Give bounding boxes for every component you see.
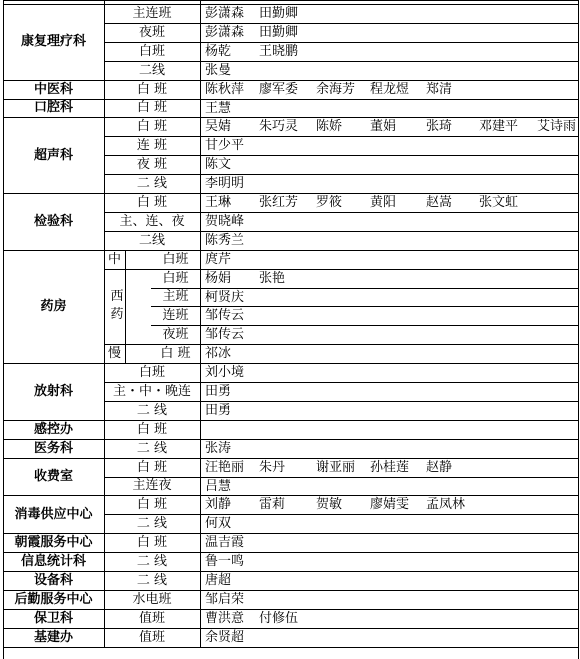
- staff-name: 田勇: [205, 402, 232, 418]
- department-name: 感控办: [33, 421, 73, 437]
- staff-cell: [200, 136, 578, 155]
- department-name: 康复理疗科: [20, 34, 86, 50]
- department-name: 信息统计科: [20, 554, 86, 570]
- staff-name: 程龙煜: [370, 81, 410, 97]
- department-name: 保卫科: [33, 610, 73, 626]
- pharmacy-subgroup-label: 西药: [110, 289, 124, 323]
- staff-name: 邹传云: [205, 327, 245, 343]
- staff-name: 王晓鹏: [259, 43, 299, 59]
- grid-horizontal-line: [3, 0, 578, 1]
- department-name: 医务科: [33, 440, 73, 456]
- grid-vertical-line: [104, 0, 105, 647]
- staff-name: 廖婧雯: [370, 497, 410, 513]
- staff-cell: [200, 325, 578, 344]
- staff-cell: [200, 590, 578, 609]
- shift-cell: 白 班: [136, 100, 168, 116]
- shift-cell: 二 线: [136, 176, 168, 192]
- staff-name: 张涛: [205, 440, 232, 456]
- shift-cell: 白班: [162, 270, 189, 286]
- staff-cell: [200, 61, 578, 80]
- grid-horizontal-line: [151, 325, 578, 326]
- grid-horizontal-line: [104, 155, 578, 156]
- staff-cell: [200, 344, 578, 363]
- staff-cell: [200, 250, 578, 269]
- staff-name: 罗筱: [316, 195, 343, 210]
- staff-name: 张文虹: [479, 195, 519, 210]
- staff-cell: [200, 269, 578, 288]
- shift-cell: 二线: [138, 62, 165, 78]
- shift-cell: 白 班: [136, 459, 168, 475]
- shift-cell: 二线: [138, 232, 165, 248]
- department-name: 检验科: [33, 213, 73, 229]
- staff-name: 何双: [205, 516, 232, 532]
- staff-name: 余海芳: [316, 81, 356, 97]
- staff-cell: [200, 155, 578, 174]
- grid-horizontal-line: [3, 609, 578, 610]
- staff-name: 张红芳: [259, 195, 299, 210]
- staff-cell: [200, 514, 578, 533]
- shift-cell: 白 班: [136, 535, 168, 551]
- staff-cell: [200, 458, 578, 477]
- grid-horizontal-line: [3, 420, 578, 421]
- staff-name: 柯贤庆: [205, 289, 245, 305]
- grid-horizontal-line: [3, 647, 578, 648]
- staff-name: 吕慧: [205, 478, 232, 494]
- staff-cell: [200, 212, 578, 231]
- staff-cell: [200, 23, 578, 42]
- staff-name: 王慧: [205, 100, 232, 116]
- shift-cell: 值班: [138, 610, 165, 626]
- staff-name: 刘静: [205, 497, 232, 513]
- grid-horizontal-line: [3, 250, 578, 251]
- staff-name: 孙桂莲: [370, 459, 410, 475]
- staff-name: 田勤卿: [259, 24, 299, 40]
- staff-name: 陈秋萍: [205, 81, 245, 97]
- grid-horizontal-line: [3, 439, 578, 440]
- staff-name: 付修伍: [259, 610, 299, 626]
- grid-horizontal-line: [3, 495, 578, 496]
- staff-cell: [200, 288, 578, 307]
- staff-cell: [200, 99, 578, 118]
- grid-horizontal-line: [104, 212, 578, 213]
- staff-name: 甘少平: [205, 138, 245, 154]
- staff-name: 张琦: [426, 119, 453, 135]
- staff-cell: [200, 439, 578, 458]
- staff-name: 赵静: [426, 459, 453, 475]
- pharmacy-subgroup-label: 中: [107, 251, 121, 267]
- shift-cell: 主连夜: [132, 478, 172, 494]
- staff-name: 唐超: [205, 573, 232, 588]
- staff-name: 杨娟: [205, 270, 232, 286]
- staff-name: 贺敏: [316, 497, 343, 513]
- grid-horizontal-line: [104, 174, 578, 175]
- staff-name: 王琳: [205, 195, 232, 210]
- grid-horizontal-line: [3, 193, 578, 194]
- shift-cell: 白 班: [136, 497, 168, 513]
- grid-horizontal-line: [104, 514, 578, 515]
- staff-cell: [200, 306, 578, 325]
- staff-name: 温吉霞: [205, 535, 245, 551]
- grid-horizontal-line: [3, 458, 578, 459]
- grid-horizontal-line: [104, 344, 578, 345]
- staff-cell: [200, 420, 578, 439]
- shift-cell: 白班: [138, 43, 165, 59]
- department-name: 超声科: [33, 147, 73, 163]
- pharmacy-subgroup-label: 慢: [107, 346, 121, 362]
- staff-cell: [200, 382, 578, 401]
- staff-cell: [200, 42, 578, 61]
- grid-horizontal-line: [3, 590, 578, 591]
- shift-cell: 主、连、夜: [119, 213, 185, 229]
- grid-vertical-line: [125, 250, 126, 363]
- staff-name: 谢亚丽: [316, 459, 356, 475]
- grid-horizontal-line: [3, 552, 578, 553]
- staff-name: 陈文: [205, 157, 232, 173]
- staff-cell: [200, 609, 578, 628]
- staff-cell: [200, 363, 578, 382]
- staff-name: 邹启荣: [205, 591, 245, 607]
- grid-horizontal-line: [104, 23, 578, 24]
- staff-name: 鲁一鸣: [205, 554, 245, 570]
- shift-cell: 值班: [138, 629, 165, 645]
- staff-cell: [200, 401, 578, 420]
- department-name: 药房: [40, 298, 67, 314]
- shift-cell: 夜班: [162, 327, 189, 343]
- grid-horizontal-line: [3, 571, 578, 572]
- shift-cell: 白 班: [136, 194, 168, 210]
- grid-vertical-line: [200, 0, 201, 647]
- staff-name: 田勇: [205, 384, 232, 399]
- staff-name: 郑清: [426, 81, 453, 97]
- department-name: 收费室: [33, 468, 73, 484]
- shift-cell: 白 班: [136, 119, 168, 135]
- staff-cell: [200, 552, 578, 571]
- grid-horizontal-line: [104, 382, 578, 383]
- grid-horizontal-line: [3, 99, 578, 100]
- grid-horizontal-line: [104, 42, 578, 43]
- grid-horizontal-line: [3, 363, 578, 364]
- staff-name: 彭潇森: [205, 24, 245, 40]
- grid-horizontal-line: [3, 80, 578, 81]
- staff-name: 黄阳: [370, 195, 397, 210]
- grid-horizontal-line: [104, 231, 578, 232]
- staff-name: 朱丹: [259, 459, 286, 475]
- staff-name: 张艳: [259, 270, 286, 286]
- staff-name: 杨乾: [205, 43, 232, 59]
- staff-name: 廖军委: [259, 81, 299, 97]
- shift-cell: 白 班: [136, 81, 168, 97]
- staff-name: 张曼: [205, 62, 232, 78]
- staff-cell: [200, 477, 578, 496]
- shift-cell: 夜 班: [136, 157, 168, 173]
- shift-cell: 连班: [162, 308, 189, 324]
- staff-cell: [200, 174, 578, 193]
- grid-horizontal-line: [3, 628, 578, 629]
- department-name: 基建办: [33, 629, 73, 645]
- staff-name: 余贤超: [205, 629, 245, 645]
- shift-cell: 白 班: [136, 421, 168, 437]
- grid-horizontal-line: [104, 269, 578, 270]
- grid-horizontal-line: [104, 401, 578, 402]
- grid-horizontal-line: [104, 136, 578, 137]
- staff-name: 陈秀兰: [205, 232, 245, 248]
- shift-cell: 主・中・晚连: [112, 383, 191, 399]
- staff-cell: [200, 571, 578, 590]
- shift-cell: 白班: [162, 251, 189, 267]
- staff-name: 吴婧: [205, 119, 232, 135]
- staff-cell: [200, 117, 578, 136]
- staff-name: 董娟: [370, 119, 397, 135]
- department-name: 消毒供应中心: [14, 506, 93, 522]
- grid-horizontal-line: [3, 117, 578, 118]
- staff-name: 邓建平: [479, 119, 519, 135]
- staff-cell: [200, 80, 578, 99]
- shift-cell: 夜班: [138, 24, 165, 40]
- staff-name: 艾诗雨: [537, 119, 577, 135]
- department-name: 朝霞服务中心: [14, 535, 93, 551]
- grid-horizontal-line: [104, 61, 578, 62]
- shift-cell: 二 线: [136, 554, 168, 570]
- shift-cell: 二 线: [136, 516, 168, 532]
- staff-name: 陈娇: [316, 119, 343, 135]
- staff-name: 赵嵩: [426, 195, 453, 210]
- shift-cell: 白班: [138, 365, 165, 381]
- grid-horizontal-line: [151, 288, 578, 289]
- department-name: 设备科: [33, 572, 73, 588]
- staff-name: 汪艳丽: [205, 459, 245, 475]
- staff-name: 彭潇森: [205, 6, 245, 21]
- staff-name: 邹传云: [205, 308, 245, 324]
- staff-cell: [200, 231, 578, 250]
- shift-cell: 二 线: [136, 572, 168, 588]
- staff-cell: [200, 193, 578, 212]
- staff-cell: [200, 533, 578, 552]
- shift-cell: 二 线: [136, 402, 168, 418]
- staff-name: 贺晓峰: [205, 213, 245, 229]
- staff-name: 曹洪意: [205, 610, 245, 626]
- grid-vertical-line: [578, 0, 579, 659]
- grid-horizontal-line: [3, 533, 578, 534]
- staff-name: 朱巧灵: [259, 119, 299, 135]
- shift-cell: 主班: [162, 289, 189, 305]
- staff-name: 雷莉: [259, 497, 286, 513]
- staff-name: 刘小境: [205, 365, 245, 381]
- staff-cell: [200, 628, 578, 647]
- staff-cell: [200, 495, 578, 514]
- department-name: 放射科: [33, 383, 73, 399]
- staff-name: 庹芹: [205, 251, 232, 267]
- shift-cell: 水电班: [132, 591, 172, 607]
- staff-name: 孟凤林: [426, 497, 466, 513]
- department-name: 后勤服务中心: [14, 591, 93, 607]
- shift-cell: 连 班: [136, 138, 168, 154]
- staff-cell: [200, 4, 578, 23]
- department-name: 中医科: [33, 81, 73, 97]
- shift-cell: 白 班: [160, 346, 191, 362]
- department-name: 口腔科: [33, 100, 73, 116]
- staff-name: 田勤卿: [259, 6, 299, 21]
- shift-cell: 主连班: [132, 5, 172, 21]
- grid-horizontal-line: [3, 4, 578, 5]
- grid-horizontal-line: [104, 477, 578, 478]
- staff-name: 李明明: [205, 176, 245, 192]
- grid-horizontal-line: [151, 306, 578, 307]
- staff-name: 祁冰: [205, 346, 232, 362]
- shift-cell: 二 线: [136, 440, 168, 456]
